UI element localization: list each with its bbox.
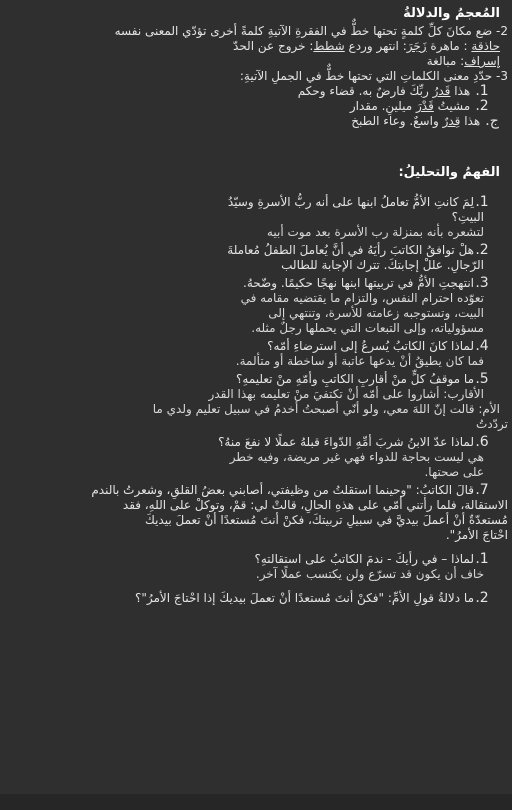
question-2	[0, 243, 512, 273]
question-2-line-3	[0, 54, 500, 69]
word-meaning: : مبالغة	[426, 54, 465, 68]
question-text: قالَ الكاتبُ: "وحينما استقلتُ من وظيفتي، أصابني بعضُ القلقِ، وشعرتُ بالندم	[91, 483, 474, 497]
word-meaning: : خروج عن الحدّ	[233, 39, 314, 53]
item-text: ميلينِ. مقدار	[349, 99, 416, 113]
item-number: 2.	[475, 98, 489, 114]
answer-text: الأم: قالت إنّ اللهَ معي، ولو أنّي أصبحتُ أخدمُ في سبيل تعليم ولدي ما	[152, 402, 500, 416]
list-item	[0, 99, 490, 114]
question-2-line-2	[0, 39, 500, 54]
question-7-sub-1	[0, 552, 512, 582]
underlined-word: إسراف	[464, 54, 500, 68]
answer-text: الأقارب: أشاروا على أمّه أنْ تكتفيَ منْ تعليمه بهذا القدر	[208, 387, 484, 401]
question-text: لماذا كانَ الكاتبُ يُسرعُ إلى استرضاءِ أمّه؟	[267, 339, 474, 353]
underlined-word: قَدرُ	[432, 84, 451, 98]
question-text: لماذا عدّ الابنُ شربَ أمِّهِ الدّواءَ قبلهُ عملًا لا نفعَ منهُ؟	[218, 435, 474, 449]
question-number: 3.	[475, 275, 489, 291]
question-text: انتهجتِ الأمُّ في تربيتها ابنها نهجًا حكيمًا. وضّحهُ.	[243, 276, 474, 290]
section-title-comprehension: الفهمُ والتحليلُ:	[398, 165, 500, 180]
item-text: مشيتُ	[433, 99, 474, 113]
answer-text: تعوّده احترام النفس، والتزام ما يقتضيه مقامه في	[240, 291, 484, 305]
question-text: الاستقالة، فلما رأتني أمّي على هذهِ الحالِ، قالتْ لي: قمْ، وتوكلْ على اللهِ، فقد	[122, 498, 508, 512]
question-number: 6.	[475, 434, 489, 450]
answer-text: لتشعره بأنه بمنزلة رب الأسرة بعد موت أبيه	[266, 225, 484, 239]
section-title-lexicon: المُعجمُ والدلالةُ	[403, 6, 500, 21]
underlined-word: قِدرٌ	[442, 114, 461, 128]
question-number: 1.	[475, 551, 489, 567]
question-3-title: 3- حدّدِ معنى الكلماتِ التي تحتها خطٌّ في الجملِ الآتيةِ:	[239, 69, 508, 83]
answer-text: مسؤولياته، وإلى التبعات التي يحملها رجلٌ مثله.	[251, 321, 484, 335]
question-number: 2.	[475, 242, 489, 258]
question-text: الرّجالِ. عللْ إجابتكَ. تترك الإجابة للطالب	[281, 258, 484, 272]
question-text: احْتاجَ الأمرُ".	[445, 528, 508, 542]
question-5	[0, 372, 512, 432]
question-text: ما دلالةُ قولِ الأمِّ: "فكنْ أنتَ مُستعدًا أنْ تعملَ بيديكَ إذا احْتاجَ الأمرُ"؟	[134, 591, 474, 605]
question-number: 7.	[475, 482, 489, 498]
question-2-line-1: 2- ضع مكانَ كلِّ كلمةٍ تحتها خطٌّ في الفقرةِ الآتيةِ كلمةً أخرى تؤدّي المعنى نفسه	[114, 24, 508, 38]
answer-text: خاف أن يكون قد تسرّع ولن يكتسب عملًا آخر.	[255, 567, 484, 581]
underlined-word: زَجَرَ	[406, 39, 427, 53]
question-7	[0, 483, 512, 543]
question-7-sub-2	[0, 591, 512, 606]
question-4	[0, 339, 512, 369]
item-number: ج.	[485, 113, 499, 129]
question-number: 2.	[475, 590, 489, 606]
item-number: 1.	[475, 83, 489, 99]
question-text: لِمَ كانتِ الأمُّ تعاملُ ابنها على أنه ربُّ الأسرةِ وسيّدُ	[227, 195, 474, 209]
word-meaning: : ماهرة	[426, 39, 472, 53]
question-text: البيتِ؟	[451, 210, 484, 224]
question-1	[0, 195, 512, 240]
word-meaning: : انتهر وردع	[344, 39, 407, 53]
answer-text: فما كان يطيقُ أنْ يدعها عاتبة أو ساخطة أو متألمة.	[235, 354, 484, 368]
question-number: 5.	[475, 371, 489, 387]
question-text: هلْ توافقُ الكاتبَ رأيَهُ في أنَّ يُعاملَ الطفلُ مُعاملةَ	[227, 243, 474, 257]
answer-text: البيت، وتستوجبه زعامته للأسرة، وتنتهي إلى	[268, 306, 484, 320]
underlined-word: قَدْرَ	[415, 99, 434, 113]
item-text: ربِّكَ فارضٌ به. قضاء وحكم	[297, 84, 433, 98]
item-text: هذا	[450, 84, 474, 98]
question-6	[0, 435, 512, 480]
underlined-word: حاذقة	[471, 39, 500, 53]
underlined-word: شطط	[313, 39, 345, 53]
list-item	[0, 84, 490, 99]
question-text: لماذا – في رأيكَ - ندمَ الكاتبُ على استقالتهِ؟	[254, 552, 474, 566]
question-text: مُستعدّةٌ أنْ أعملَ بيديَّ في سبيلِ تربيتكَ، فكنْ أنتَ مُستعدًا أنْ تعملَ بيديكَ	[144, 513, 508, 527]
answer-text: على صحتها.	[424, 465, 484, 479]
list-item	[0, 114, 500, 129]
question-3	[0, 276, 512, 336]
answer-text: تردّدتُ	[476, 417, 508, 431]
bottom-bar	[0, 794, 512, 810]
item-text: هذا	[460, 114, 484, 128]
item-text: واسعٌ. وعاء الطبخ	[351, 114, 443, 128]
question-number: 1.	[475, 194, 489, 210]
answer-text: هي ليست بحاجة للدواء فهي غير مريضة، وفيه خطر	[229, 450, 484, 464]
question-text: ما موقفُ كلٍّ منْ أقاربِ الكاتبِ وأمّهِ منْ تعليمهِ؟	[236, 372, 474, 386]
question-number: 4.	[475, 338, 489, 354]
